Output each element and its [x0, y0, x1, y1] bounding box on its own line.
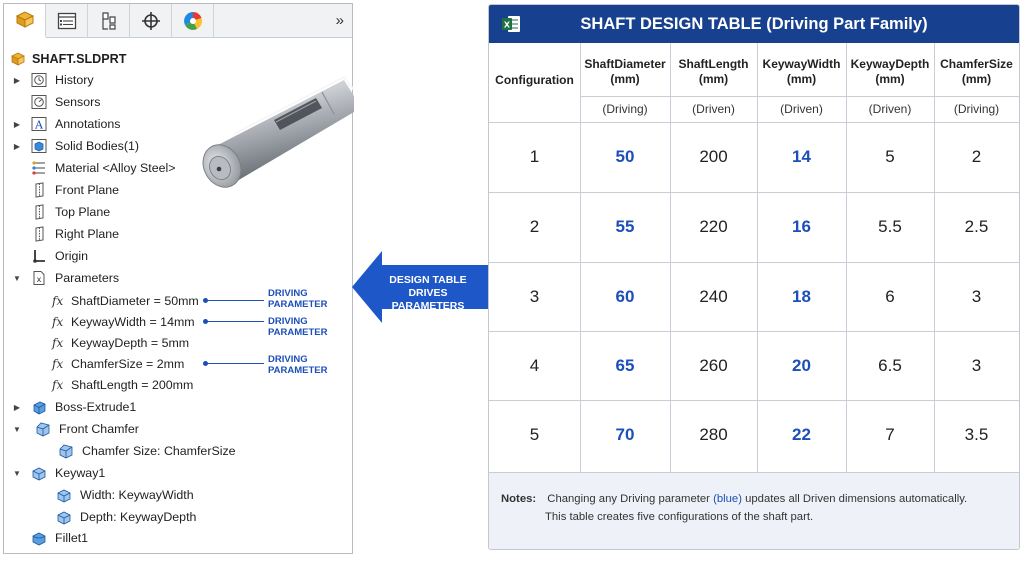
tree-item-label: Depth: KeywayDepth: [80, 510, 197, 524]
parameter-label: ShaftLength = 200mm: [71, 378, 194, 392]
tree-item-label: Material <Alloy Steel>: [55, 161, 176, 175]
keyway-width-cell[interactable]: 20: [792, 356, 811, 375]
annotations-icon: [31, 116, 47, 132]
tab-property-manager[interactable]: [46, 4, 88, 38]
driving-parameter-tag: DRIVING PARAMETER: [268, 316, 328, 338]
notes-label: Notes:: [501, 493, 537, 505]
driven-value-cell[interactable]: 6: [885, 287, 895, 306]
driving-parameter-tag: DRIVING PARAMETER: [268, 354, 328, 376]
grid-line: [489, 262, 1019, 263]
driving-value-cell[interactable]: 70: [615, 425, 635, 444]
tree-item-label: Solid Bodies(1): [55, 139, 140, 153]
chamfer-icon: [35, 421, 51, 437]
column-header-shaft-diameter: ShaftDiameter (mm): [584, 57, 666, 86]
tree-item-label: Fillet1: [55, 531, 89, 545]
solid-bodies-icon: [31, 138, 47, 154]
notes-text: updates all Driven dimensions automatically.: [745, 493, 968, 505]
expanded-caret-icon[interactable]: ▼: [13, 273, 21, 283]
display-manager-icon: [183, 11, 203, 31]
collapsed-caret-icon[interactable]: ▶: [13, 402, 21, 412]
tree-item-label: Origin: [55, 249, 89, 263]
collapsed-caret-icon[interactable]: ▶: [13, 75, 21, 85]
chamfer-value-cell[interactable]: 3: [971, 287, 982, 306]
parameter-label: ShaftDiameter = 50mm: [71, 294, 199, 308]
arrow-caption: DESIGN TABLE DRIVES PARAMETERS: [389, 274, 467, 312]
keyway-width-cell[interactable]: 22: [792, 425, 811, 444]
expanded-caret-icon[interactable]: ▼: [13, 468, 21, 478]
driving-value-cell[interactable]: 65: [615, 356, 635, 375]
parameter-label: ChamferSize = 2mm: [71, 357, 185, 371]
driven-value-cell[interactable]: 5: [885, 147, 895, 166]
equation-icon: fx: [52, 378, 64, 392]
column-role-label: (Driven): [692, 102, 735, 116]
cut-param-icon: [56, 487, 72, 503]
dimxpert-icon: [141, 11, 161, 31]
column-header-shaft-length: ShaftLength (mm): [678, 57, 749, 86]
equation-icon: fx: [52, 336, 64, 350]
tab-display-manager[interactable]: [172, 4, 214, 38]
column-role-label: (Driving): [953, 102, 1000, 116]
driven-value-cell[interactable]: 5.5: [878, 217, 902, 236]
plane-icon: [31, 204, 47, 220]
driven-value-cell[interactable]: 220: [699, 217, 728, 236]
chamfer-value-cell[interactable]: 3.5: [964, 425, 989, 444]
configuration-cell: 3: [529, 287, 540, 306]
feature-manager-icon: [14, 10, 36, 30]
tree-item-label: Top Plane: [55, 205, 111, 219]
driving-value-cell[interactable]: 60: [615, 287, 635, 306]
grid-line: [489, 331, 1019, 332]
shaft-3d-preview: [194, 70, 354, 210]
design-table-title: SHAFT DESIGN TABLE (Driving Part Family): [580, 15, 928, 33]
notes-line-2: This table creates five configurations of the shaft part.: [545, 511, 814, 523]
grid-line: [489, 400, 1019, 401]
design-table-card: [488, 4, 1020, 550]
callout-leader-line: [206, 363, 264, 364]
keyway-width-cell[interactable]: 18: [792, 287, 811, 306]
keyway-width-cell[interactable]: 16: [792, 217, 811, 236]
column-header-keyway-width: KeywayWidth (mm): [762, 57, 841, 86]
material-icon: [31, 160, 47, 176]
parameter-label: KeywayDepth = 5mm: [71, 336, 190, 350]
property-manager-icon: [57, 12, 77, 30]
tree-item-label: Right Plane: [55, 227, 120, 241]
driving-parameter-tag: DRIVING PARAMETER: [268, 288, 328, 310]
notes-blue-text: (blue): [713, 493, 742, 505]
keyway-width-cell[interactable]: 14: [792, 147, 811, 166]
tab-configuration-manager[interactable]: [88, 4, 130, 38]
driven-value-cell[interactable]: 6.5: [878, 356, 902, 375]
origin-icon: [31, 248, 47, 264]
chamfer-value-cell[interactable]: 2: [971, 147, 982, 166]
grid-line: [489, 192, 1019, 193]
design-table-header: [489, 5, 1019, 43]
column-header-chamfer-size: ChamferSize (mm): [940, 57, 1013, 86]
driven-value-cell[interactable]: 280: [699, 425, 728, 444]
driven-value-cell[interactable]: 7: [885, 425, 895, 444]
column-header-keyway-depth: KeywayDepth (mm): [850, 57, 930, 86]
part-file-name: SHAFT.SLDPRT: [32, 52, 127, 66]
column-header-configuration: Configuration: [495, 73, 574, 87]
configuration-cell: 4: [529, 356, 540, 375]
tree-item-label: Annotations: [55, 117, 121, 131]
configuration-cell: 5: [529, 425, 540, 444]
boss-extrude-icon: [31, 399, 47, 415]
cut-param-icon: [56, 509, 72, 525]
tree-item-label: Front Chamfer: [59, 422, 139, 436]
column-role-label: (Driving): [602, 102, 648, 116]
grid-line: [489, 122, 1019, 123]
svg-text:X: X: [503, 20, 511, 30]
svg-text:x: x: [36, 275, 42, 284]
plane-icon: [31, 182, 47, 198]
driven-value-cell[interactable]: 200: [699, 147, 728, 166]
tree-item-label: Chamfer Size: ChamferSize: [82, 444, 236, 458]
equation-icon: fx: [52, 357, 64, 371]
tree-item-label: Front Plane: [55, 183, 120, 197]
part-icon: [10, 51, 26, 67]
notes-line-1: [501, 493, 967, 505]
tree-item-label: Sensors: [55, 95, 101, 109]
equation-icon: fx: [52, 294, 64, 308]
equation-icon: fx: [52, 315, 64, 329]
tree-item-label: Boss-Extrude1: [55, 400, 137, 414]
driving-value-cell[interactable]: 50: [615, 147, 635, 166]
plane-icon: [31, 226, 47, 242]
callout-leader-line: [206, 300, 264, 301]
parameter-label: KeywayWidth = 14mm: [71, 315, 195, 329]
manager-tabs-toolbar: [4, 4, 352, 38]
collapsed-caret-icon[interactable]: ▶: [13, 119, 21, 129]
tree-item-label: History: [55, 73, 94, 87]
sensors-icon: [31, 94, 47, 110]
column-role-label: (Driven): [868, 102, 912, 116]
grid-line: [580, 96, 1019, 97]
design-table-notes: [489, 473, 1019, 550]
configuration-cell: 1: [529, 147, 540, 166]
tree-item-label: Keyway1: [55, 466, 106, 480]
collapsed-caret-icon[interactable]: ▶: [13, 141, 21, 151]
chamfer-value-cell[interactable]: 2.5: [964, 217, 989, 236]
callout-leader-line: [206, 321, 264, 322]
cut-icon: [31, 465, 47, 481]
tree-item-label: Parameters: [55, 271, 120, 285]
history-icon: [31, 72, 47, 88]
chamfer-value-cell[interactable]: 3: [971, 356, 982, 375]
driving-value-cell[interactable]: 55: [615, 217, 635, 236]
expanded-caret-icon[interactable]: ▼: [13, 424, 21, 434]
driven-value-cell[interactable]: 260: [699, 356, 728, 375]
expand-tabs-button[interactable]: »: [335, 12, 344, 29]
tab-feature-manager[interactable]: [4, 4, 46, 38]
driven-value-cell[interactable]: 240: [699, 287, 728, 306]
feature-manager-panel: [3, 3, 353, 554]
configuration-manager-icon: [99, 11, 119, 31]
column-role-label: (Driven): [780, 102, 823, 116]
configuration-cell: 2: [529, 217, 540, 236]
tab-dimxpert-manager[interactable]: [130, 4, 172, 38]
fillet-icon: [31, 530, 47, 546]
svg-text:A: A: [35, 118, 43, 132]
tree-item-label: Width: KeywayWidth: [80, 488, 194, 502]
chamfer-param-icon: [58, 443, 74, 459]
parameters-icon: [31, 270, 47, 286]
notes-text: Changing any Driving parameter: [547, 493, 710, 505]
